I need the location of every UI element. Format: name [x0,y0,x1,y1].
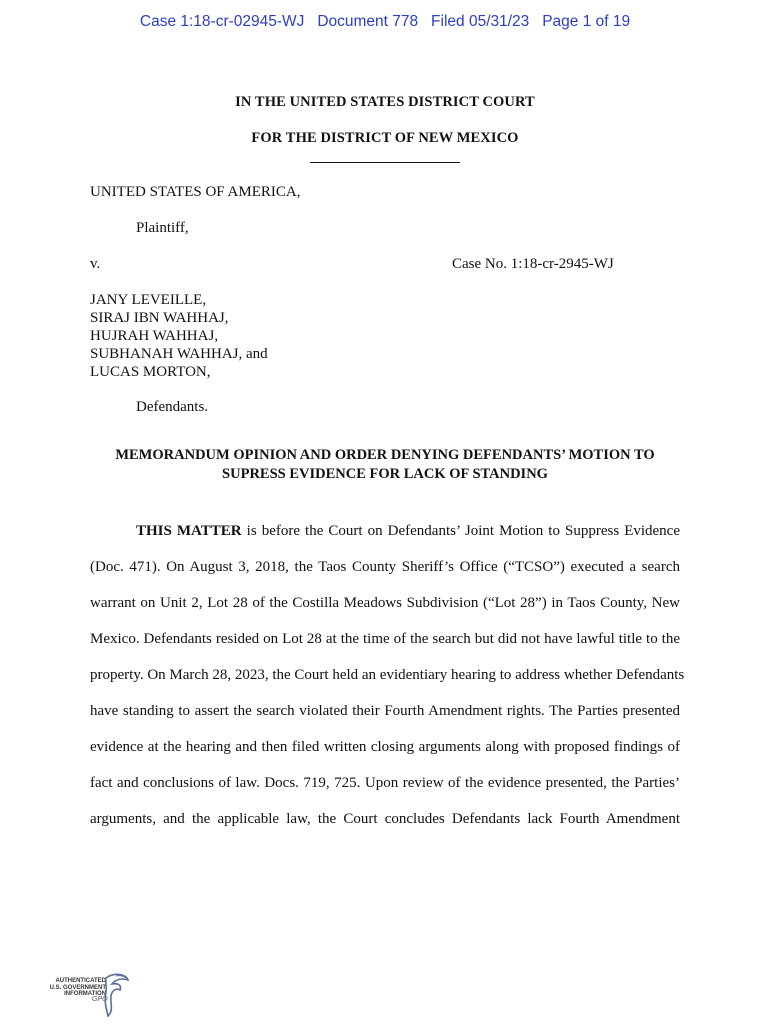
gpo-eagle-icon [102,972,130,1018]
defendant-list [90,291,268,381]
defendant-role: Defendants. [136,399,209,415]
body-line: (Doc. 471). On August 3, 2018, the Taos County Sheriff’s Office (“TCSO”) executed a search [90,559,680,575]
seal-text [44,978,106,998]
body-line: Mexico. Defendants resided on Lot 28 at the time of the search but did not have lawful title to the [90,631,680,647]
body-line: warrant on Unit 2, Lot 28 of the Costilla Meadows Subdivision (“Lot 28”) in Taos County, New [90,595,680,611]
court-name: IN THE UNITED STATES DISTRICT COURT [235,94,535,110]
defendant-name: SIRAJ IBN WAHHAJ, [90,310,229,326]
body-line: property. On March 28, 2023, the Court held an evidentiary hearing to address whether Defendants [90,667,685,683]
body-line: evidence at the hearing and then filed written closing arguments along with proposed findings of [90,739,680,755]
defendant-name: SUBHANAH WAHHAJ, and [90,346,268,362]
case-number: Case No. 1:18-cr-2945-WJ [452,256,614,272]
seal-text-line: U.S. GOVERNMENT [49,984,106,991]
body-line: arguments, and the applicable law, the Court concludes Defendants lack Fourth Amendment [90,811,680,827]
document-title-line-2: SUPRESS EVIDENCE FOR LACK OF STANDING [222,466,548,482]
body-line [136,523,680,540]
plaintiff-name: UNITED STATES OF AMERICA, [90,184,301,200]
defendant-name: LUCAS MORTON, [90,364,211,380]
seal-text-line: AUTHENTICATED [55,978,106,984]
defendant-name: HUJRAH WAHHAJ, [90,328,219,344]
body-line: have standing to assert the search violated their Fourth Amendment rights. The Parties presented [90,703,680,719]
defendant-name: JANY LEVEILLE, [90,292,207,308]
document-title-line-1: MEMORANDUM OPINION AND ORDER DENYING DEFENDANTS’ MOTION TO [115,447,655,463]
seal-text-line: INFORMATION [64,991,106,997]
court-district: FOR THE DISTRICT OF NEW MEXICO [251,130,519,146]
gpo-authentication-seal [44,972,130,1018]
divider-line [310,162,460,163]
body-line-text: is before the Court on Defendants’ Joint Motion to Suppress Evidence [241,523,681,539]
body-line: fact and conclusions of law. Docs. 719, 725. Upon review of the evidence presented, the Parties’ [90,775,680,791]
versus: v. [90,256,101,272]
gpo-mark: GPO [92,996,108,1003]
this-matter-lead: THIS MATTER [136,523,242,539]
filing-stamp: Case 1:18-cr-02945-WJ Document 778 Filed 05/31/23 Page 1 of 19 [139,13,631,30]
plaintiff-role: Plaintiff, [136,220,189,236]
